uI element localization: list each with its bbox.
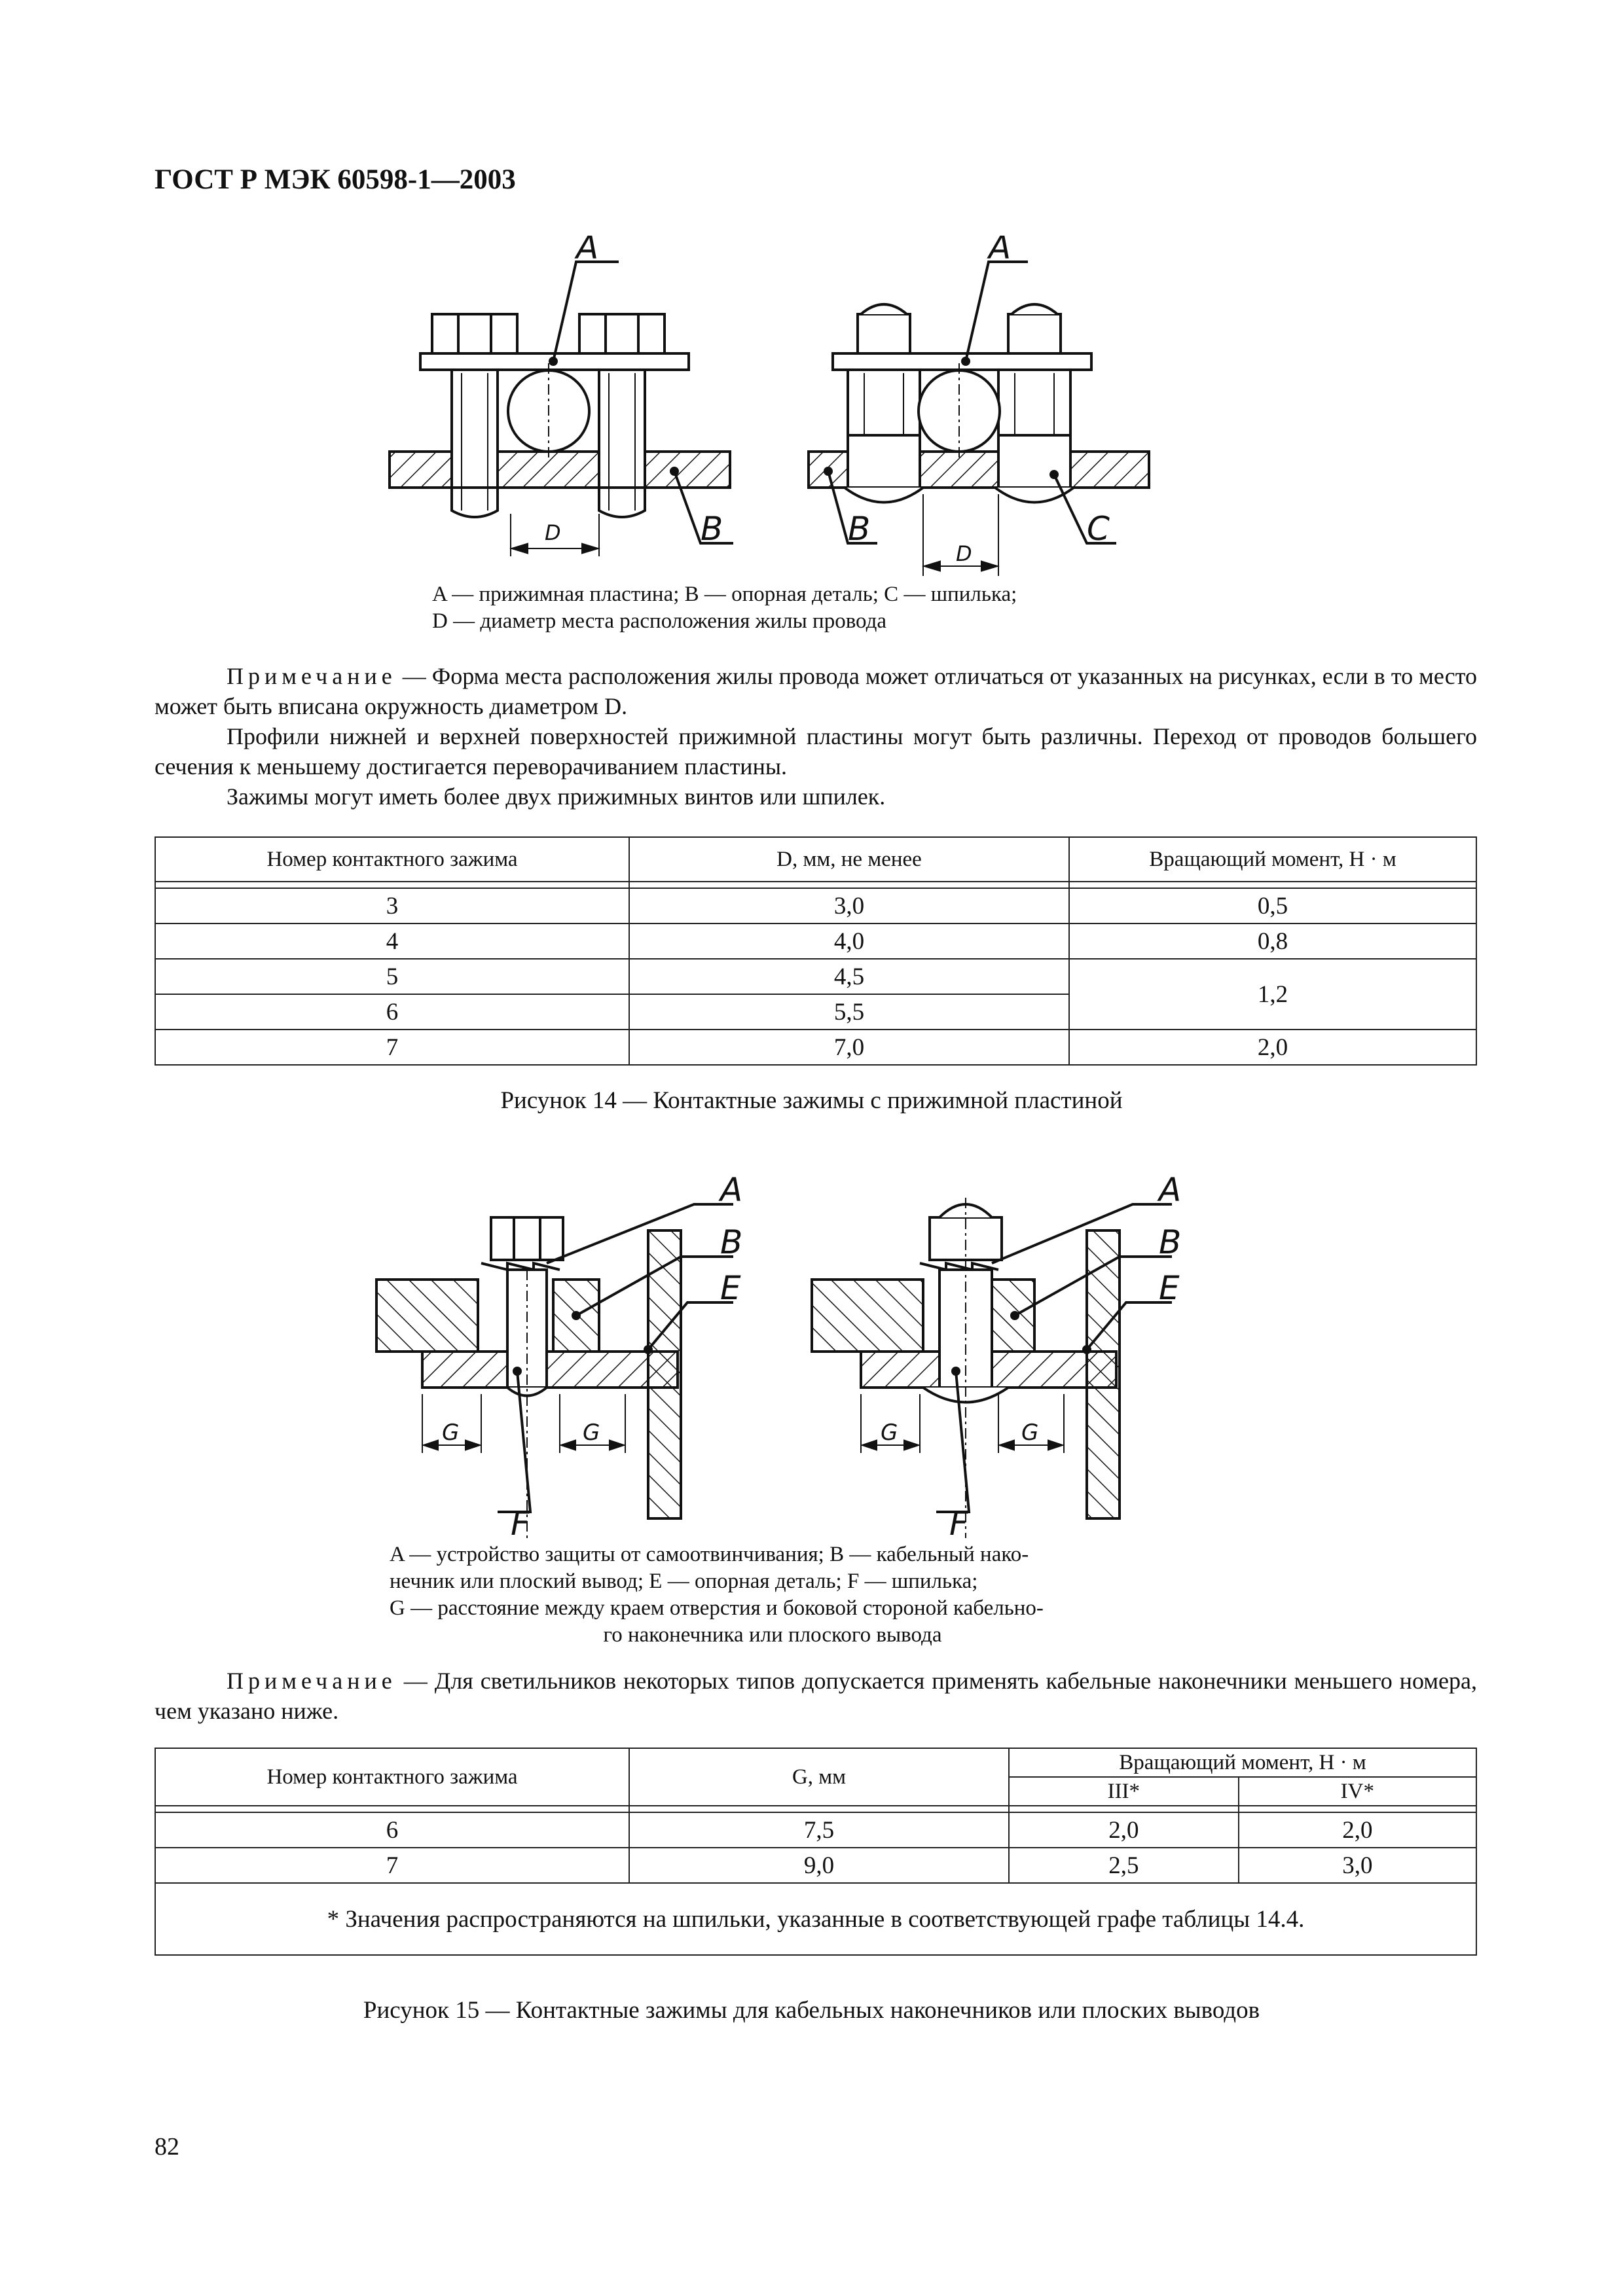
cell: 4,0 — [629, 924, 1069, 959]
note-text: — Форма места расположения жилы провода может отличаться от указанных на рисунках, если в то место может быть вписана окружность диаметром D. — [155, 663, 1477, 719]
cell: 3,0 — [1239, 1848, 1476, 1883]
cell: 2,0 — [1009, 1812, 1239, 1848]
column-header: G, мм — [629, 1748, 1009, 1806]
label-b-right: B — [1159, 1223, 1182, 1261]
legend-line: A — прижимная пластина; B — опорная деталь; C — шпилька; — [432, 583, 1017, 606]
note-prefix: Примечание — [227, 663, 397, 689]
table-row — [155, 1030, 1476, 1065]
table-footnote: * Значения распространяются на шпильки, указанные в соответствующей графе таблицы 14.4. — [155, 1883, 1476, 1955]
cell: 0,5 — [1069, 888, 1476, 924]
figure-15-table — [155, 1748, 1477, 1956]
label-g-left-1: G — [442, 1420, 460, 1446]
document-header: ГОСТ Р МЭК 60598-1—2003 — [155, 164, 516, 195]
cell: 2,0 — [1069, 1030, 1476, 1065]
note-text: — Для светильников некоторых типов допускается применять кабельные наконечники меньшего номера, чем указано ниже. — [155, 1668, 1477, 1724]
figure-14-notes — [155, 661, 1477, 812]
column-header: Вращающий момент, Н · м — [1009, 1748, 1476, 1777]
legend-line: го наконечника или плоского вывода — [603, 1623, 942, 1647]
note-paragraph — [155, 661, 1477, 721]
cell: 5 — [155, 959, 629, 994]
table-row — [155, 888, 1476, 924]
paragraph: Зажимы могут иметь более двух прижимных винтов или шпилек. — [227, 783, 886, 810]
column-header: D, мм, не менее — [629, 837, 1069, 882]
cell: 6 — [155, 994, 629, 1030]
table-row — [155, 959, 1476, 994]
label-e-right: E — [1159, 1269, 1180, 1307]
cell: 2,5 — [1009, 1848, 1239, 1883]
column-subheader: IV* — [1239, 1777, 1476, 1806]
table-row — [155, 1883, 1476, 1955]
cell: 7 — [155, 1848, 629, 1883]
cell: 5,5 — [629, 994, 1069, 1030]
cell: 4,5 — [629, 959, 1069, 994]
legend-line: G — расстояние между краем отверстия и боковой стороной кабельно- — [390, 1596, 1044, 1620]
cell: 0,8 — [1069, 924, 1476, 959]
label-a-left: A — [720, 1172, 743, 1209]
cell: 2,0 — [1239, 1812, 1476, 1848]
label-a-right: A — [989, 236, 1012, 266]
label-f-right: F — [949, 1505, 968, 1538]
column-header: Номер контактного зажима — [155, 1748, 629, 1806]
label-g-right-2: G — [1021, 1420, 1039, 1446]
column-header: Вращающий момент, Н · м — [1069, 837, 1476, 882]
cell: 1,2 — [1069, 959, 1476, 1030]
legend-line: A — устройство защиты от самоотвинчивания; B — кабельный нако- — [390, 1543, 1029, 1566]
label-e-left: E — [720, 1269, 741, 1307]
note-paragraph — [155, 1666, 1477, 1726]
label-g-right-1: G — [881, 1420, 898, 1446]
page-number: 82 — [155, 2133, 179, 2161]
cell: 4 — [155, 924, 629, 959]
label-g-left-2: G — [583, 1420, 600, 1446]
legend-line: D — диаметр места расположения жилы провода — [432, 609, 887, 633]
label-d-left: D — [545, 520, 561, 545]
note-prefix: Примечание — [227, 1668, 397, 1694]
label-f-left: F — [511, 1505, 530, 1538]
table-row — [155, 1848, 1476, 1883]
figure-14-legend — [432, 581, 1017, 635]
cell: 9,0 — [629, 1848, 1009, 1883]
figure-15-legend — [390, 1541, 1156, 1649]
column-header: Номер контактного зажима — [155, 837, 629, 882]
cell: 7 — [155, 1030, 629, 1065]
label-b-left: B — [701, 510, 723, 548]
label-b-left: B — [720, 1223, 743, 1261]
figure-14-table — [155, 836, 1477, 1066]
cell: 6 — [155, 1812, 629, 1848]
table-row — [155, 1812, 1476, 1848]
cell: 7,0 — [629, 1030, 1069, 1065]
figure-14-caption: Рисунок 14 — Контактные зажимы с прижимной пластиной — [500, 1087, 1123, 1114]
cell: 7,5 — [629, 1812, 1009, 1848]
figure-15-caption: Рисунок 15 — Контактные зажимы для кабельных наконечников или плоских выводов — [363, 1997, 1260, 2024]
figure-15-notes — [155, 1666, 1477, 1726]
label-c-right: C — [1087, 510, 1110, 548]
paragraph: Профили нижней и верхней поверхностей прижимной пластины могут быть различны. Переход от проводов большего сечения к меньшему достигается переворачиванием пластины. — [155, 723, 1477, 780]
label-d-right: D — [956, 541, 972, 566]
figure-15-drawing — [367, 1172, 1244, 1538]
legend-line: нечник или плоский вывод; E — опорная деталь; F — шпилька; — [390, 1570, 978, 1593]
cell: 3 — [155, 888, 629, 924]
label-b-right: B — [848, 510, 871, 548]
label-a-right: A — [1159, 1172, 1182, 1209]
column-subheader: III* — [1009, 1777, 1239, 1806]
cell: 3,0 — [629, 888, 1069, 924]
table-row — [155, 924, 1476, 959]
figure-14-drawing — [367, 236, 1244, 576]
label-a-left: A — [576, 236, 599, 266]
